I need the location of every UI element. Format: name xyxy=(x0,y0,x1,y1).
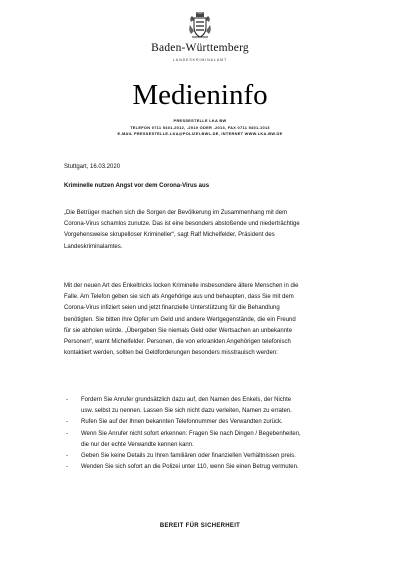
list-item-line: Wenn Sie Anrufer nicht sofort erkennen: Fragen Sie nach Dingen / Begebenheiten, xyxy=(81,430,301,437)
list-item-line: usw. selbst zu nennen. Lassen Sie sich nicht dazu verleiten, Namen zu erraten. xyxy=(81,408,292,415)
contact-email: E-MAIL PRESSESTELLE-LKA@POLIZEI.BWL.DE, INTERNET WWW.LKA-BW.DE xyxy=(117,131,283,136)
list-item xyxy=(64,395,364,417)
brand-name: Baden-Württemberg xyxy=(151,42,249,54)
list-item-line: Wenden Sie sich sofort an die Polizei unter 110, wenn Sie einen Betrug vermuten. xyxy=(81,464,299,471)
list-item xyxy=(64,417,364,428)
paragraph-line: für sie abholen würde. „Übergeben Sie niemals Geld oder Wertsachen an unbekannte xyxy=(64,327,293,334)
list-dash: - xyxy=(66,397,68,403)
contact-office: PRESSESTELLE LKA BW xyxy=(173,118,227,123)
paragraph-line: Landeskriminalamtes. xyxy=(64,243,123,250)
list-item xyxy=(64,462,364,473)
list-item xyxy=(64,451,364,462)
list-dash: - xyxy=(66,464,68,471)
masthead-title: Medieninfo xyxy=(132,79,268,111)
brand-subtitle: LANDESKRIMINALAMT xyxy=(172,58,228,62)
headline: Kriminelle nutzen Angst vor dem Corona-Virus aus xyxy=(64,183,210,189)
footer-slogan: BEREIT FÜR SICHERHEIT xyxy=(159,523,241,529)
contact-phone: TELEFON 0711 5401-2012, -2010 ODER -2013, FAX 0711 5401-1013 xyxy=(130,124,270,130)
list-dash: - xyxy=(66,453,68,460)
paragraph-quote xyxy=(64,208,344,253)
list-item-line: Fordern Sie Anrufer grundsätzlich dazu auf, den Namen des Enkels, der Nichte xyxy=(81,397,292,403)
list-item-line: Rufen Sie auf der Ihnen bekannten Telefonnummer des Verwandten zurück. xyxy=(81,419,283,426)
paragraph-line: Vorgehensweise skrupelloser Krimineller“, sagt Ralf Michelfelder, Präsident des xyxy=(64,232,275,239)
paragraph-line: „Die Betrüger machen sich die Sorgen der Bevölkerung im Zusammenhang mit dem xyxy=(64,210,288,216)
paragraph-line: Mit der neuen Art des Enkeltricks locken Kriminelle insbesondere ältere Menschen in die xyxy=(64,283,299,289)
list-item-line: die nur der echte Verwandte kennen kann. xyxy=(81,441,194,448)
list-dash: - xyxy=(66,430,68,437)
paragraph-line: kontaktiert werden, sollten bei Geldforderungen besonders misstrauisch werden: xyxy=(64,350,278,357)
list-dash: - xyxy=(66,419,68,426)
paragraph-line: Falle. Am Telefon geben sie sich als Angehörige aus und behaupten, dass Sie mit dem xyxy=(64,294,294,301)
paragraph-line: Corona-Virus infiziert seien und jetzt finanzielle Unterstützung für die Behandlung xyxy=(64,305,280,312)
safety-tips-list xyxy=(64,395,364,473)
paragraph-line: benötigten. Sie bitten ihre Opfer um Geld und andere Wertgegenstände, die ein Freund xyxy=(64,316,296,323)
coat-of-arms-icon xyxy=(187,12,213,40)
list-item xyxy=(64,429,364,451)
list-item-line: Geben Sie keine Details zu Ihren familiären oder finanziellen Verhältnissen preis. xyxy=(81,453,296,460)
release-date: Stuttgart, 16.03.2020 xyxy=(64,164,121,170)
paragraph-line: Personen“, warnt Michelfelder. Personen, die von erkrankten Angehörigen telefonisch xyxy=(64,339,291,346)
paragraph-line: Corona-Virus schamlos zunutze. Das ist eine besonders abstoßende und niederträchtige xyxy=(64,221,300,228)
paragraph-scam-description xyxy=(64,281,344,359)
